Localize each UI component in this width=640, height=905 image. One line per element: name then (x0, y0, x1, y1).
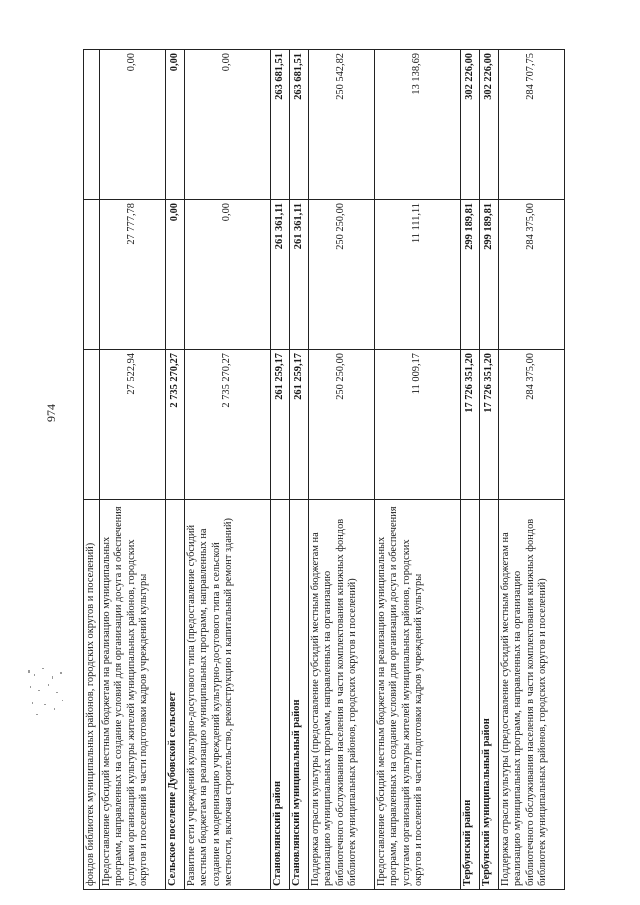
table-row (480, 50, 499, 890)
row-label: Развитие сети учреждений культурно-досугового типа (предоставление субсидий местным бюджетам на реализацию муниципальных программ, направленных на создание и модернизацию учреждений культурно-досугового типа в сельской местности, включая строительство, реконструкцию и капитальный ремонт зданий) (185, 500, 271, 890)
row-label: Тербунский район (461, 500, 480, 890)
row-label: Становлянский муниципальный район (290, 500, 309, 890)
row-label: Поддержка отрасли культуры (предоставление субсидий местным бюджетам на реализацию муниципальных программ, направленных на организацию библиотечного обслуживания населения в части комплектования книжных фондов библиотек муниципальных районов, городских округов и поселений) (309, 500, 375, 890)
value-cell-1: 2 735 270,27 (166, 350, 185, 500)
table-row (309, 50, 375, 890)
value-cell-2: 261 361,11 (271, 200, 290, 350)
value-cell-2: 299 189,81 (461, 200, 480, 350)
value-cell-3: 0,00 (166, 50, 185, 200)
value-cell-2: 27 777,78 (100, 200, 166, 350)
value-cell-1: 11 009,17 (375, 350, 461, 500)
value-cell-1: 27 522,94 (100, 350, 166, 500)
row-label: фондов библиотек муниципальных районов, городских округов и поселений) (84, 500, 100, 890)
budget-table (83, 49, 565, 890)
table-row (271, 50, 290, 890)
value-cell-1: 261 259,17 (290, 350, 309, 500)
page-number: 974 (44, 404, 58, 422)
value-cell-3: 284 707,75 (499, 50, 565, 200)
value-cell-1: 284 375,00 (499, 350, 565, 500)
value-cell-1: 250 250,00 (309, 350, 375, 500)
value-cell-2 (84, 200, 100, 350)
row-label: Тербунский муниципальный район (480, 500, 499, 890)
value-cell-1: 17 726 351,20 (461, 350, 480, 500)
value-cell-3: 302 226,00 (480, 50, 499, 200)
value-cell-2: 299 189,81 (480, 200, 499, 350)
table-body (84, 50, 565, 890)
value-cell-1: 17 726 351,20 (480, 350, 499, 500)
table-row (100, 50, 166, 890)
value-cell-3 (84, 50, 100, 200)
row-label: Предоставление субсидий местным бюджетам на реализацию муниципальных программ, направленных на создание условий для организации досуга и обеспечения услугами организаций культуры жителей муниципальных районов, городских округов и поселений в части подготовки кадров учреждений культуры (100, 500, 166, 890)
value-cell-2: 250 250,00 (309, 200, 375, 350)
table-row (499, 50, 565, 890)
value-cell-1 (84, 350, 100, 500)
table-row (185, 50, 271, 890)
value-cell-1: 2 735 270,27 (185, 350, 271, 500)
row-label: Сельское поселение Дубовской сельсовет (166, 500, 185, 890)
value-cell-3: 263 681,51 (271, 50, 290, 200)
value-cell-3: 13 138,69 (375, 50, 461, 200)
value-cell-2: 284 375,00 (499, 200, 565, 350)
value-cell-3: 0,00 (185, 50, 271, 200)
table-row (375, 50, 461, 890)
row-label: Предоставление субсидий местным бюджетам на реализацию муниципальных программ, направленных на создание условий для организации досуга и обеспечения услугами организаций культуры жителей муниципальных районов, городских округов и поселений в части подготовки кадров учреждений культуры (375, 500, 461, 890)
table-row (461, 50, 480, 890)
table-row (290, 50, 309, 890)
value-cell-1: 261 259,17 (271, 350, 290, 500)
value-cell-2: 0,00 (185, 200, 271, 350)
row-label: Становлянский район (271, 500, 290, 890)
value-cell-3: 263 681,51 (290, 50, 309, 200)
value-cell-2: 0,00 (166, 200, 185, 350)
table-row (84, 50, 100, 890)
table-row (166, 50, 185, 890)
value-cell-2: 11 111,11 (375, 200, 461, 350)
value-cell-3: 302 226,00 (461, 50, 480, 200)
scan-artifact-icon (22, 664, 70, 722)
value-cell-2: 261 361,11 (290, 200, 309, 350)
row-label: Поддержка отрасли культуры (предоставление субсидий местным бюджетам на реализацию муниципальных программ, направленных на организацию библиотечного обслуживания населения в части комплектования книжных фондов библиотек муниципальных районов, городских округов и поселений) (499, 500, 565, 890)
value-cell-3: 250 542,82 (309, 50, 375, 200)
value-cell-3: 0,00 (100, 50, 166, 200)
